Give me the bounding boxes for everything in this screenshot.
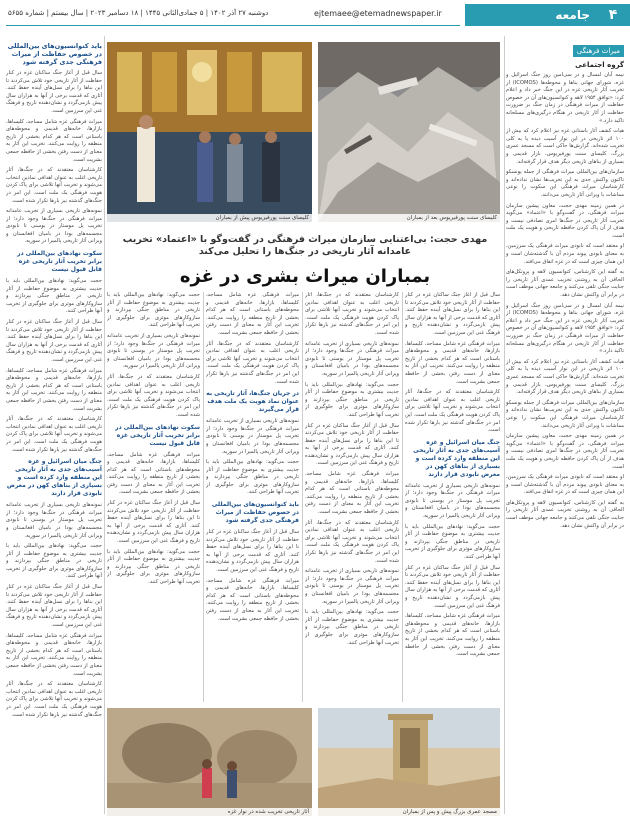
pull-quote: باید کنوانسیون‌های بین‌المللی در خصوص حفاظت از میراث فرهنگی جدی گرفته شود	[7, 42, 102, 66]
column-paragraph: به گفته این کارشناس، کنوانسیون لاهه و پروتکل‌های الحاقی آن به روشنی تخریب عمدی آثار تاریخی را جنایت جنگی تلقی می‌کنند و جامعه جهانی موظف است در برابر آن واکنش نشان دهد.	[506, 499, 624, 529]
column-divider	[104, 36, 105, 814]
column-paragraph: نیمه آبان امسال و در سی‌امین روز جنگ اسرائیل و غزه، شورای جهانی بناها و محوطه‌ها (ICOMOS) از تخریب آثار تاریخی غزه در این جنگ خبر داد و اعلام کرد: «توافق ۱۹۵۴ لاهه و کنوانسیون‌های آن در خصوص حفاظت از میراث فرهنگی در زمان جنگ بر ضرورت حفاظت از آثار تاریخی در هنگام درگیری‌های مسلحانه تاکید دارد.»	[506, 302, 624, 355]
body-paragraph: کارشناسان معتقدند که در جنگ‌ها، آثار تاریخی اغلب به عنوان اهدافی نمادین انتخاب می‌شوند و تخریب آنها تلاشی برای پاک کردن هویت فرهنگی یک ملت است. این امر در جنگ‌های گذشته نیز بارها تکرار شده است.	[6, 416, 102, 453]
photo-caption: کلیسای سنت پورفیریوس پیش از بمباران	[107, 214, 312, 222]
column-divider	[504, 36, 505, 814]
body-paragraph: حجت می‌گوید: نهادهای بین‌المللی باید با جدیت بیشتری به موضوع حفاظت از آثار تاریخی در مناطق جنگی بپردازند و سازوکارهای موثری برای جلوگیری از تخریب آنها طراحی کنند.	[6, 543, 102, 580]
mosque-image	[318, 708, 500, 816]
body-paragraph: حجت می‌گوید: نهادهای بین‌المللی باید با جدیت بیشتری به موضوع حفاظت از آثار تاریخی در مناطق جنگی بپردازند و سازوکارهای موثری برای جلوگیری از تخریب آنها طراحی کنند.	[405, 523, 500, 561]
body-paragraph: کارشناسان معتقدند که در جنگ‌ها، آثار تاریخی اغلب به عنوان اهدافی نمادین انتخاب می‌شوند و تخریب آنها تلاشی برای پاک کردن هویت فرهنگی یک ملت است. این امر در جنگ‌های گذشته نیز بارها تکرار شده است.	[305, 292, 399, 336]
photo-caption: آثار تاریخی تخریب شده در نوار غزه	[107, 808, 312, 816]
page-number: ۴	[608, 7, 618, 23]
right-column	[506, 38, 624, 813]
article-headline: بمباران میراث بشری در غزه	[179, 266, 431, 287]
column-divider	[402, 292, 403, 702]
column-author: گروه اجتماعی	[575, 61, 624, 69]
body-paragraph: میراث فرهنگی غزه شامل مساجد، کلیساها، بازارها، خانه‌های قدیمی و محوطه‌های باستانی است که هر کدام بخشی از تاریخ منطقه را روایت می‌کنند. تخریب این آثار به معنای از دست رفتن بخشی از حافظه جمعی بشریت است.	[6, 118, 102, 163]
pull-quote: جنگ میان اسرائیل و غزه آسیب‌های جدی به آثار تاریخی این منطقه وارد کرده است و بسیاری از بناهای کهن در معرض نابودی قرار دارند	[413, 438, 500, 478]
photo-caption: مسجد عمری بزرگ پیش و پس از بمباران	[318, 808, 500, 816]
photo-ruins	[107, 708, 312, 816]
article-kicker: مهدی حجت: بی‌اعتنایی سازمان میراث فرهنگی در گفت‌وگو با «اعتماد» تخریب عامدانه آثار تاریخی در جنگ‌ها را تحلیل می‌کند	[122, 234, 488, 257]
church-interior-image	[107, 42, 312, 222]
body-paragraph: میراث فرهنگی غزه شامل مساجد، کلیساها، بازارها، خانه‌های قدیمی و محوطه‌های باستانی است که هر کدام بخشی از تاریخ منطقه را روایت می‌کنند. تخریب این آثار به معنای از دست رفتن بخشی از حافظه جمعی بشریت است.	[6, 632, 102, 677]
column-paragraph: هیات کشف آثار باستانی غزه نیز اعلام کرد که بیش از ۱۰۰ اثر تاریخی در این نوار آسیب دیده یا به کلی تخریب شده‌اند. گزارش‌ها حاکی است که مسجد عمری بزرگ، کلیسای سنت پورفیریوس، بازار قدیمی و بسیاری از بناهای تاریخی دیگر هدف قرار گرفته‌اند.	[506, 358, 624, 396]
header-rule	[6, 25, 460, 26]
body-paragraph: کارشناسان معتقدند که در جنگ‌ها، آثار تاریخی اغلب به عنوان اهدافی نمادین انتخاب می‌شوند و تخریب آنها تلاشی برای پاک کردن هویت فرهنگی یک ملت است. این امر در جنگ‌های گذشته نیز بارها تکرار شده است.	[405, 389, 500, 434]
left-column	[6, 38, 102, 813]
body-column-2	[305, 292, 399, 702]
body-column-4	[107, 292, 200, 702]
body-paragraph: حجت می‌گوید: نهادهای بین‌المللی باید با جدیت بیشتری به موضوع حفاظت از آثار تاریخی در مناطق جنگی بپردازند و سازوکارهای موثری برای جلوگیری از تخریب آنها طراحی کنند.	[206, 459, 299, 496]
body-paragraph: حجت می‌گوید: نهادهای بین‌المللی باید با جدیت بیشتری به موضوع حفاظت از آثار تاریخی در مناطق جنگی بپردازند و سازوکارهای موثری برای جلوگیری از تخریب آنها طراحی کنند.	[107, 292, 200, 329]
column-paragraph: در همین زمینه مهدی حجت، معاون پیشین سازمان میراث فرهنگی، در گفت‌وگو با «اعتماد» می‌گوید تخریب آثار تاریخی در جنگ‌ها امری تصادفی نیست و هدف از آن پاک کردن حافظه تاریخی و هویت یک ملت است.	[506, 433, 624, 470]
body-paragraph: کارشناسان معتقدند که در جنگ‌ها، آثار تاریخی اغلب به عنوان اهدافی نمادین انتخاب می‌شوند و تخریب آنها تلاشی برای پاک کردن هویت فرهنگی یک ملت است. این امر در جنگ‌های گذشته نیز بارها تکرار شده است.	[107, 373, 200, 418]
body-paragraph: حجت می‌گوید: نهادهای بین‌المللی باید با جدیت بیشتری به موضوع حفاظت از آثار تاریخی در مناطق جنگی بپردازند و سازوکارهای موثری برای جلوگیری از تخریب آنها طراحی کنند.	[107, 548, 200, 585]
body-paragraph: حجت می‌گوید: نهادهای بین‌المللی باید با جدیت بیشتری به موضوع حفاظت از آثار تاریخی در مناطق جنگی بپردازند و سازوکارهای موثری برای جلوگیری از تخریب آنها طراحی کنند.	[305, 381, 399, 418]
body-paragraph: نمونه‌های تاریخی بسیاری از تخریب عامدانه میراث فرهنگی در جنگ‌ها وجود دارد؛ از تخریب پل موستار در بوسنی تا نابودی مجسمه‌های بودا در بامیان افغانستان و ویرانی آثار تاریخی پالمیرا در سوریه.	[107, 332, 200, 370]
body-paragraph: کارشناسان معتقدند که در جنگ‌ها، آثار تاریخی اغلب به عنوان اهدافی نمادین انتخاب می‌شوند و تخریب آنها تلاشی برای پاک کردن هویت فرهنگی یک ملت است. این امر در جنگ‌های گذشته نیز بارها تکرار شده است.	[305, 519, 399, 564]
body-column-1	[405, 292, 500, 702]
issue-date-line: دوشنبه ۲۷ آذر ۱۴۰۲ | ۵ جمادی‌الثانی ۱۴۴۵ | ۱۸ دسامبر ۲۰۲۳ | سال بیستم | شماره ۵۶۵۵	[8, 9, 269, 17]
body-paragraph: نمونه‌های تاریخی بسیاری از تخریب عامدانه میراث فرهنگی در جنگ‌ها وجود دارد؛ از تخریب پل موستار در بوسنی تا نابودی مجسمه‌های بودا در بامیان افغانستان و ویرانی آثار تاریخی پالمیرا در سوریه.	[6, 502, 102, 539]
column-paragraph: او معتقد است که نابودی میراث فرهنگی یک سرزمین، به معنای نابودی پیوند مردم آن با گذشته‌شان است و این همان چیزی است که در غزه اتفاق می‌افتد.	[506, 474, 624, 496]
body-paragraph: حجت می‌گوید: نهادهای بین‌المللی باید با جدیت بیشتری به موضوع حفاظت از آثار تاریخی در مناطق جنگی بپردازند و سازوکارهای موثری برای جلوگیری از تخریب آنها طراحی کنند.	[305, 609, 399, 646]
photo-church-after-bombing	[318, 42, 500, 222]
body-paragraph: نمونه‌های تاریخی بسیاری از تخریب عامدانه میراث فرهنگی در جنگ‌ها وجود دارد؛ از تخریب پل موستار در بوسنی تا نابودی مجسمه‌های بودا در بامیان افغانستان و ویرانی آثار تاریخی پالمیرا در سوریه.	[405, 482, 500, 520]
body-paragraph: سال قبل از آغاز جنگ ساکنان غزه در کنار حفاظت از آثار تاریخی خود تلاش می‌کردند تا این بناها را برای نسل‌های آینده حفظ کنند. آثاری که قدمت برخی از آنها به هزاران سال پیش بازمی‌گردد و نشان‌دهنده تاریخ و فرهنگ غنی این سرزمین است.	[6, 319, 102, 363]
pull-quote: در جریان جنگ‌ها، آثار تاریخی به عنوان نماد هویت یک ملت هدف قرار می‌گیرند	[206, 390, 299, 414]
photo-church-interior	[107, 42, 312, 222]
body-paragraph: نمونه‌های تاریخی بسیاری از تخریب عامدانه میراث فرهنگی در جنگ‌ها وجود دارد؛ از تخریب پل موستار در بوسنی تا نابودی مجسمه‌های بودا در بامیان افغانستان و ویرانی آثار تاریخی پالمیرا در سوریه.	[6, 208, 102, 245]
body-paragraph: میراث فرهنگی غزه شامل مساجد، کلیساها، بازارها، خانه‌های قدیمی و محوطه‌های باستانی است که هر کدام بخشی از تاریخ منطقه را روایت می‌کنند. تخریب این آثار به معنای از دست رفتن بخشی از حافظه جمعی بشریت است.	[206, 292, 299, 336]
pull-quote: سکوت نهادهای بین‌المللی در برابر تخریب آثار تاریخی غزه قابل قبول نیست	[115, 423, 200, 447]
pull-quote: باید کنوانسیون‌های بین‌المللی در خصوص حفاظت از میراث فرهنگی جدی گرفته شود	[211, 501, 299, 525]
body-paragraph: سال قبل از آغاز جنگ ساکنان غزه در کنار حفاظت از آثار تاریخی خود تلاش می‌کردند تا این بناها را برای نسل‌های آینده حفظ کنند. آثاری که قدمت برخی از آنها به هزاران سال پیش بازمی‌گردد و نشان‌دهنده تاریخ و فرهنگ غنی این سرزمین است.	[206, 529, 299, 574]
body-paragraph: سال قبل از آغاز جنگ ساکنان غزه در کنار حفاظت از آثار تاریخی خود تلاش می‌کردند تا این بناها را برای نسل‌های آینده حفظ کنند. آثاری که قدمت برخی از آنها به هزاران سال پیش بازمی‌گردد و نشان‌دهنده تاریخ و فرهنگ غنی این سرزمین است.	[107, 500, 200, 545]
body-paragraph: میراث فرهنگی غزه شامل مساجد، کلیساها، بازارها، خانه‌های قدیمی و محوطه‌های باستانی است که هر کدام بخشی از تاریخ منطقه را روایت می‌کنند. تخریب این آثار به معنای از دست رفتن بخشی از حافظه جمعی بشریت است.	[206, 577, 299, 622]
column-divider	[203, 292, 204, 702]
rubble-image	[318, 42, 500, 222]
column-paragraph: هیات کشف آثار باستانی غزه نیز اعلام کرد که بیش از ۱۰۰ اثر تاریخی در این نوار آسیب دیده یا به کلی تخریب شده‌اند. گزارش‌ها حاکی است که مسجد عمری بزرگ، کلیسای سنت پورفیریوس، بازار قدیمی و بسیاری از بناهای تاریخی دیگر هدف قرار گرفته‌اند.	[506, 128, 624, 165]
body-paragraph: کارشناسان معتقدند که در جنگ‌ها، آثار تاریخی اغلب به عنوان اهدافی نمادین انتخاب می‌شوند و تخریب آنها تلاشی برای پاک کردن هویت فرهنگی یک ملت است. این امر در جنگ‌های گذشته نیز بارها تکرار شده است.	[206, 340, 299, 385]
body-paragraph: نمونه‌های تاریخی بسیاری از تخریب عامدانه میراث فرهنگی در جنگ‌ها وجود دارد؛ از تخریب پل موستار در بوسنی تا نابودی مجسمه‌های بودا در بامیان افغانستان و ویرانی آثار تاریخی پالمیرا در سوریه.	[206, 418, 299, 455]
body-paragraph: میراث فرهنگی غزه شامل مساجد، کلیساها، بازارها، خانه‌های قدیمی و محوطه‌های باستانی است که هر کدام بخشی از تاریخ منطقه را روایت می‌کنند. تخریب این آثار به معنای از دست رفتن بخشی از حافظه جمعی بشریت است.	[405, 340, 500, 385]
page-header	[0, 0, 630, 30]
body-paragraph: میراث فرهنگی غزه شامل مساجد، کلیساها، بازارها، خانه‌های قدیمی و محوطه‌های باستانی است که هر کدام بخشی از تاریخ منطقه را روایت می‌کنند. تخریب این آثار به معنای از دست رفتن بخشی از حافظه جمعی بشریت است.	[405, 613, 500, 658]
column-paragraph: سازمان‌های بین‌المللی میراث فرهنگی از جمله یونسکو تاکنون واکنش جدی به این تخریب‌ها نشان نداده‌اند و کارشناسان میراث فرهنگی این سکوت را نوعی مماشات با ویرانی آثار تاریخی می‌دانند.	[506, 169, 624, 198]
body-paragraph: سال قبل از آغاز جنگ ساکنان غزه در کنار حفاظت از آثار تاریخی خود تلاش می‌کردند تا این بناها را برای نسل‌های آینده حفظ کنند. آثاری که قدمت برخی از آنها به هزاران سال پیش بازمی‌گردد و نشان‌دهنده تاریخ و فرهنگ غنی این سرزمین است.	[405, 564, 500, 609]
body-paragraph: کارشناسان معتقدند که در جنگ‌ها، آثار تاریخی اغلب به عنوان اهدافی نمادین انتخاب می‌شوند و تخریب آنها تلاشی برای پاک کردن هویت فرهنگی یک ملت است. این امر در جنگ‌های گذشته نیز بارها تکرار شده است.	[6, 167, 102, 204]
section-title: جامعه	[555, 8, 590, 22]
body-paragraph: میراث فرهنگی غزه شامل مساجد، کلیساها، بازارها، خانه‌های قدیمی و محوطه‌های باستانی است که هر کدام بخشی از تاریخ منطقه را روایت می‌کنند. تخریب این آثار به معنای از دست رفتن بخشی از حافظه جمعی بشریت است.	[305, 471, 399, 516]
body-paragraph: سال قبل از آغاز جنگ ساکنان غزه در کنار حفاظت از آثار تاریخی خود تلاش می‌کردند تا این بناها را برای نسل‌های آینده حفظ کنند. آثاری که قدمت برخی از آنها به هزاران سال پیش بازمی‌گردد و نشان‌دهنده تاریخ و فرهنگ غنی این سرزمین است.	[6, 70, 102, 114]
body-paragraph: سال قبل از آغاز جنگ ساکنان غزه در کنار حفاظت از آثار تاریخی خود تلاش می‌کردند تا این بناها را برای نسل‌های آینده حفظ کنند. آثاری که قدمت برخی از آنها به هزاران سال پیش بازمی‌گردد و نشان‌دهنده تاریخ و فرهنگ غنی این سرزمین است.	[305, 422, 399, 467]
photo-caption: کلیسای سنت پورفیریوس بعد از بمباران	[318, 214, 500, 222]
body-column-3	[206, 292, 299, 702]
column-divider	[302, 292, 303, 702]
body-paragraph: حجت می‌گوید: نهادهای بین‌المللی باید با جدیت بیشتری به موضوع حفاظت از آثار تاریخی در مناطق جنگی بپردازند و سازوکارهای موثری برای جلوگیری از تخریب آنها طراحی کنند.	[6, 278, 102, 315]
ruins-image	[107, 708, 312, 816]
body-paragraph: سال قبل از آغاز جنگ ساکنان غزه در کنار حفاظت از آثار تاریخی خود تلاش می‌کردند تا این بناها را برای نسل‌های آینده حفظ کنند. آثاری که قدمت برخی از آنها به هزاران سال پیش بازمی‌گردد و نشان‌دهنده تاریخ و فرهنگ غنی این سرزمین است.	[405, 292, 500, 336]
body-paragraph: نمونه‌های تاریخی بسیاری از تخریب عامدانه میراث فرهنگی در جنگ‌ها وجود دارد؛ از تخریب پل موستار در بوسنی تا نابودی مجسمه‌های بودا در بامیان افغانستان و ویرانی آثار تاریخی پالمیرا در سوریه.	[305, 568, 399, 605]
body-paragraph: نمونه‌های تاریخی بسیاری از تخریب عامدانه میراث فرهنگی در جنگ‌ها وجود دارد؛ از تخریب پل موستار در بوسنی تا نابودی مجسمه‌های بودا در بامیان افغانستان و ویرانی آثار تاریخی پالمیرا در سوریه.	[305, 340, 399, 377]
column-paragraph: سازمان‌های بین‌المللی میراث فرهنگی از جمله یونسکو تاکنون واکنش جدی به این تخریب‌ها نشان نداده‌اند و کارشناسان میراث فرهنگی این سکوت را نوعی مماشات با ویرانی آثار تاریخی می‌دانند.	[506, 399, 624, 429]
column-paragraph: به گفته این کارشناس، کنوانسیون لاهه و پروتکل‌های الحاقی آن به روشنی تخریب عمدی آثار تاریخی را جنایت جنگی تلقی می‌کنند و جامعه جهانی موظف است در برابر آن واکنش نشان دهد.	[506, 269, 624, 299]
body-paragraph: کارشناسان معتقدند که در جنگ‌ها، آثار تاریخی اغلب به عنوان اهدافی نمادین انتخاب می‌شوند و تخریب آنها تلاشی برای پاک کردن هویت فرهنگی یک ملت است. این امر در جنگ‌های گذشته نیز بارها تکرار شده است.	[6, 681, 102, 718]
photo-mosque	[318, 708, 500, 816]
section-email[interactable]: ejtemaee@etemadnewspaper.ir	[314, 9, 442, 18]
pull-quote: سکوت نهادهای بین‌المللی در برابر تخریب آثار تاریخی غزه قابل قبول نیست	[17, 250, 102, 274]
column-kicker: میراث فرهنگی	[573, 45, 624, 57]
body-paragraph: سال قبل از آغاز جنگ ساکنان غزه در کنار حفاظت از آثار تاریخی خود تلاش می‌کردند تا این بناها را برای نسل‌های آینده حفظ کنند. آثاری که قدمت برخی از آنها به هزاران سال پیش بازمی‌گردد و نشان‌دهنده تاریخ و فرهنگ غنی این سرزمین است.	[6, 584, 102, 629]
column-paragraph: او معتقد است که نابودی میراث فرهنگی یک سرزمین، به معنای نابودی پیوند مردم آن با گذشته‌شان است و این همان چیزی است که در غزه اتفاق می‌افتد.	[506, 243, 624, 265]
body-paragraph: میراث فرهنگی غزه شامل مساجد، کلیساها، بازارها، خانه‌های قدیمی و محوطه‌های باستانی است که هر کدام بخشی از تاریخ منطقه را روایت می‌کنند. تخریب این آثار به معنای از دست رفتن بخشی از حافظه جمعی بشریت است.	[107, 451, 200, 496]
column-paragraph: در همین زمینه مهدی حجت، معاون پیشین سازمان میراث فرهنگی، در گفت‌وگو با «اعتماد» می‌گوید تخریب آثار تاریخی در جنگ‌ها امری تصادفی نیست و هدف از آن پاک کردن حافظه تاریخی و هویت یک ملت است.	[506, 202, 624, 239]
pull-quote: جنگ میان اسرائیل و غزه آسیب‌های جدی به آثار تاریخی این منطقه وارد کرده است و بسیاری از بناهای کهن در معرض نابودی قرار دارند	[6, 458, 102, 498]
body-paragraph: میراث فرهنگی غزه شامل مساجد، کلیساها، بازارها، خانه‌های قدیمی و محوطه‌های باستانی است که هر کدام بخشی از تاریخ منطقه را روایت می‌کنند. تخریب این آثار به معنای از دست رفتن بخشی از حافظه جمعی بشریت است.	[6, 367, 102, 412]
column-paragraph: نیمه آبان امسال و در سی‌امین روز جنگ اسرائیل و غزه، شورای جهانی بناها و محوطه‌ها (ICOMOS) از تخریب آثار تاریخی غزه در این جنگ خبر داد و اعلام کرد: «توافق ۱۹۵۴ لاهه و کنوانسیون‌های آن در خصوص حفاظت از میراث فرهنگی در زمان جنگ بر ضرورت حفاظت از آثار تاریخی در هنگام درگیری‌های مسلحانه تاکید دارد.»	[506, 72, 624, 124]
